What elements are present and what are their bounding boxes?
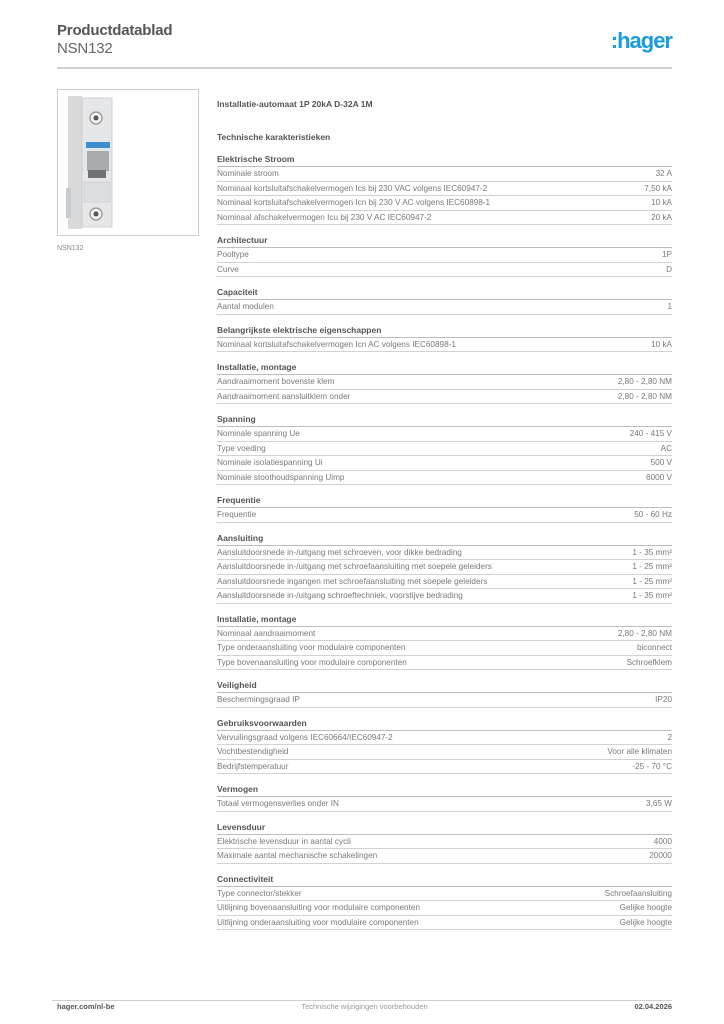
spec-section: [217, 413, 672, 485]
spec-label: Nominaal kortsluitafschakelvermogen Ics bij 230 VAC volgens IEC60947-2: [217, 183, 488, 193]
spec-sections: [217, 153, 672, 930]
spec-value: 1 - 25 mm²: [632, 562, 672, 571]
spec-label: Pooltype: [217, 250, 249, 259]
spec-row: [217, 375, 672, 390]
spec-label: Nominale spanning Ue: [217, 429, 300, 438]
spec-label: Bedrijfstemperatuur: [217, 761, 289, 771]
section-title: Installatie, montage: [217, 361, 672, 375]
spec-label: Totaal vermogensverlies onder IN: [217, 799, 339, 808]
footer-divider: [52, 1000, 672, 1001]
spec-section: [217, 494, 672, 523]
spec-row: [217, 211, 672, 226]
spec-label: Nominaal aandraaimoment: [217, 628, 316, 638]
spec-content: [217, 97, 672, 930]
spec-row: [217, 797, 672, 812]
spec-value: 50 - 60 Hz: [634, 510, 672, 519]
spec-row: [217, 731, 672, 746]
spec-label: Aandraaimoment aansluitklem onder: [217, 391, 351, 401]
spec-row: [217, 456, 672, 471]
section-title: Architectuur: [217, 234, 672, 248]
spec-value: 32 A: [655, 169, 672, 178]
spec-value: Voor alle klimaten: [607, 747, 672, 756]
spec-section: [217, 821, 672, 864]
tech-characteristics-title: Technische karakteristieken: [217, 132, 331, 142]
spec-row: [217, 196, 672, 211]
spec-value: 2,80 - 2,80 NM: [617, 377, 672, 386]
footer-disclaimer: Technische wijzigingen voorbehouden: [301, 1002, 428, 1011]
spec-value: IP20: [655, 695, 672, 704]
spec-row: [217, 901, 672, 916]
product-image-caption: NSN132: [57, 245, 84, 252]
spec-value: Schroefklem: [626, 657, 672, 667]
spec-value: 20000: [649, 851, 672, 860]
spec-value: 3,65 W: [646, 799, 672, 808]
spec-value: -25 - 70 °C: [632, 761, 672, 771]
spec-row: [217, 248, 672, 263]
spec-section: [217, 324, 672, 353]
spec-value: biconnect: [636, 643, 672, 652]
spec-label: Nominaal kortsluitafschakelvermogen Icn AC volgens IEC60898-1: [217, 339, 456, 349]
spec-value: 240 - 415 V: [629, 429, 672, 438]
spec-section: [217, 717, 672, 775]
spec-label: Nominaal kortsluitafschakelvermogen Icn bij 230 V AC volgens IEC60898-1: [217, 198, 491, 207]
page-header: [57, 20, 672, 68]
spec-value: 1 - 25 mm²: [632, 576, 672, 586]
spec-label: Curve: [217, 264, 239, 274]
spec-row: [217, 300, 672, 315]
spec-label: Aansluitdoorsnede in-/uitgang met schroeven, voor dikke bedrading: [217, 547, 462, 557]
spec-section: [217, 613, 672, 671]
spec-row: [217, 263, 672, 278]
spec-value: D: [666, 264, 672, 274]
spec-row: [217, 338, 672, 353]
spec-row: [217, 508, 672, 523]
spec-value: 2,80 - 2,80 NM: [617, 628, 672, 638]
spec-value: Schroefaansluiting: [604, 888, 672, 898]
circuit-breaker-icon: [66, 96, 116, 229]
section-title: Vermogen: [217, 783, 672, 797]
spec-label: Uitlijning bovenaansluiting voor modulaire componenten: [217, 903, 420, 912]
spec-label: Nominale isolatiespanning Ui: [217, 458, 323, 467]
spec-row: [217, 693, 672, 708]
hager-logo: :hager: [610, 28, 672, 53]
spec-value: 6000 V: [646, 472, 672, 482]
spec-label: Aansluitdoorsnede ingangen met schroefaansluiting met soepele geleiders: [217, 576, 488, 586]
section-title: Spanning: [217, 413, 672, 427]
product-name: Installatie-automaat 1P 20kA D-32A 1M: [217, 99, 373, 109]
footer-website-link[interactable]: hager.com/nl-be: [57, 1002, 115, 1011]
spec-value: Gelijke hoogte: [619, 903, 672, 912]
footer-date: 02.04.2026: [634, 1002, 672, 1011]
spec-value: 1 - 35 mm²: [632, 591, 672, 600]
spec-row: [217, 887, 672, 902]
spec-section: [217, 286, 672, 315]
spec-row: [217, 849, 672, 864]
spec-label: Vervuilingsgraad volgens IEC60664/IEC60947-2: [217, 732, 393, 742]
spec-label: Aandraaimoment bovenste klem: [217, 377, 335, 386]
section-title: Elektrische Stroom: [217, 153, 672, 167]
spec-value: 20 kA: [651, 212, 672, 222]
spec-label: Aansluitdoorsnede in-/uitgang schroeftechniek, voorstijve bedrading: [217, 591, 463, 600]
spec-value: 4000: [653, 836, 672, 846]
spec-row: [217, 442, 672, 457]
spec-value: 1: [667, 302, 672, 311]
section-title: Aansluiting: [217, 532, 672, 546]
spec-label: Type onderaansluiting voor modulaire componenten: [217, 643, 406, 652]
spec-label: Elektrische levensduur in aantal cycli: [217, 836, 351, 846]
spec-label: Frequentie: [217, 510, 257, 519]
spec-row: [217, 641, 672, 656]
spec-row: [217, 916, 672, 931]
spec-row: [217, 427, 672, 442]
spec-row: [217, 627, 672, 642]
spec-value: 10 kA: [651, 339, 672, 349]
spec-label: Nominale stoothoudspanning Uimp: [217, 472, 345, 482]
spec-label: Nominaal afschakelvermogen Icu bij 230 V AC IEC60947-2: [217, 212, 432, 222]
section-title: Connectiviteit: [217, 873, 672, 887]
spec-section: [217, 532, 672, 604]
spec-value: 1 - 35 mm²: [632, 547, 672, 557]
spec-section: [217, 873, 672, 931]
spec-value: 2,80 - 2,80 NM: [617, 391, 672, 401]
spec-section: [217, 153, 672, 225]
spec-value: 1P: [661, 250, 672, 259]
spec-label: Beschermingsgraad IP: [217, 695, 300, 704]
spec-label: Type voeding: [217, 443, 266, 453]
spec-row: [217, 760, 672, 775]
section-title: Gebruiksvoorwaarden: [217, 717, 672, 731]
section-title: Belangrijkste elektrische eigenschappen: [217, 324, 672, 338]
spec-row: [217, 390, 672, 405]
spec-row: [217, 471, 672, 486]
spec-row: [217, 589, 672, 604]
spec-label: Type connector/stekker: [217, 888, 302, 898]
document-title: Productdatablad: [57, 22, 173, 39]
spec-row: [217, 575, 672, 590]
section-title: Levensduur: [217, 821, 672, 835]
spec-row: [217, 560, 672, 575]
section-title: Capaciteit: [217, 286, 672, 300]
spec-row: [217, 745, 672, 760]
spec-value: 7,50 kA: [644, 183, 672, 193]
spec-label: Uitlijning onderaansluiting voor modulaire componenten: [217, 917, 419, 927]
section-title: Frequentie: [217, 494, 672, 508]
spec-label: Aansluitdoorsnede in-/uitgang met schroefaansluiting met soepele geleiders: [217, 562, 492, 571]
spec-value: 10 kA: [651, 198, 672, 207]
spec-value: AC: [660, 443, 672, 453]
spec-label: Maximale aantal mechanische schakelingen: [217, 851, 378, 860]
section-title: Veiligheid: [217, 679, 672, 693]
spec-label: Aantal modulen: [217, 302, 274, 311]
spec-section: [217, 679, 672, 708]
spec-label: Type bovenaansluiting voor modulaire componenten: [217, 657, 407, 667]
spec-row: [217, 546, 672, 561]
header-divider: [57, 67, 672, 69]
spec-label: Vochtbestendigheid: [217, 747, 289, 756]
spec-row: [217, 835, 672, 850]
spec-value: 500 V: [650, 458, 672, 467]
product-image: [57, 89, 199, 236]
spec-row: [217, 656, 672, 671]
spec-section: [217, 783, 672, 812]
section-title: Installatie, montage: [217, 613, 672, 627]
spec-section: [217, 361, 672, 404]
spec-section: [217, 234, 672, 277]
product-code: NSN132: [57, 40, 113, 57]
spec-row: [217, 182, 672, 197]
spec-row: [217, 167, 672, 182]
spec-value: 2: [667, 732, 672, 742]
spec-value: Gelijke hoogte: [619, 917, 672, 927]
spec-label: Nominale stroom: [217, 169, 279, 178]
